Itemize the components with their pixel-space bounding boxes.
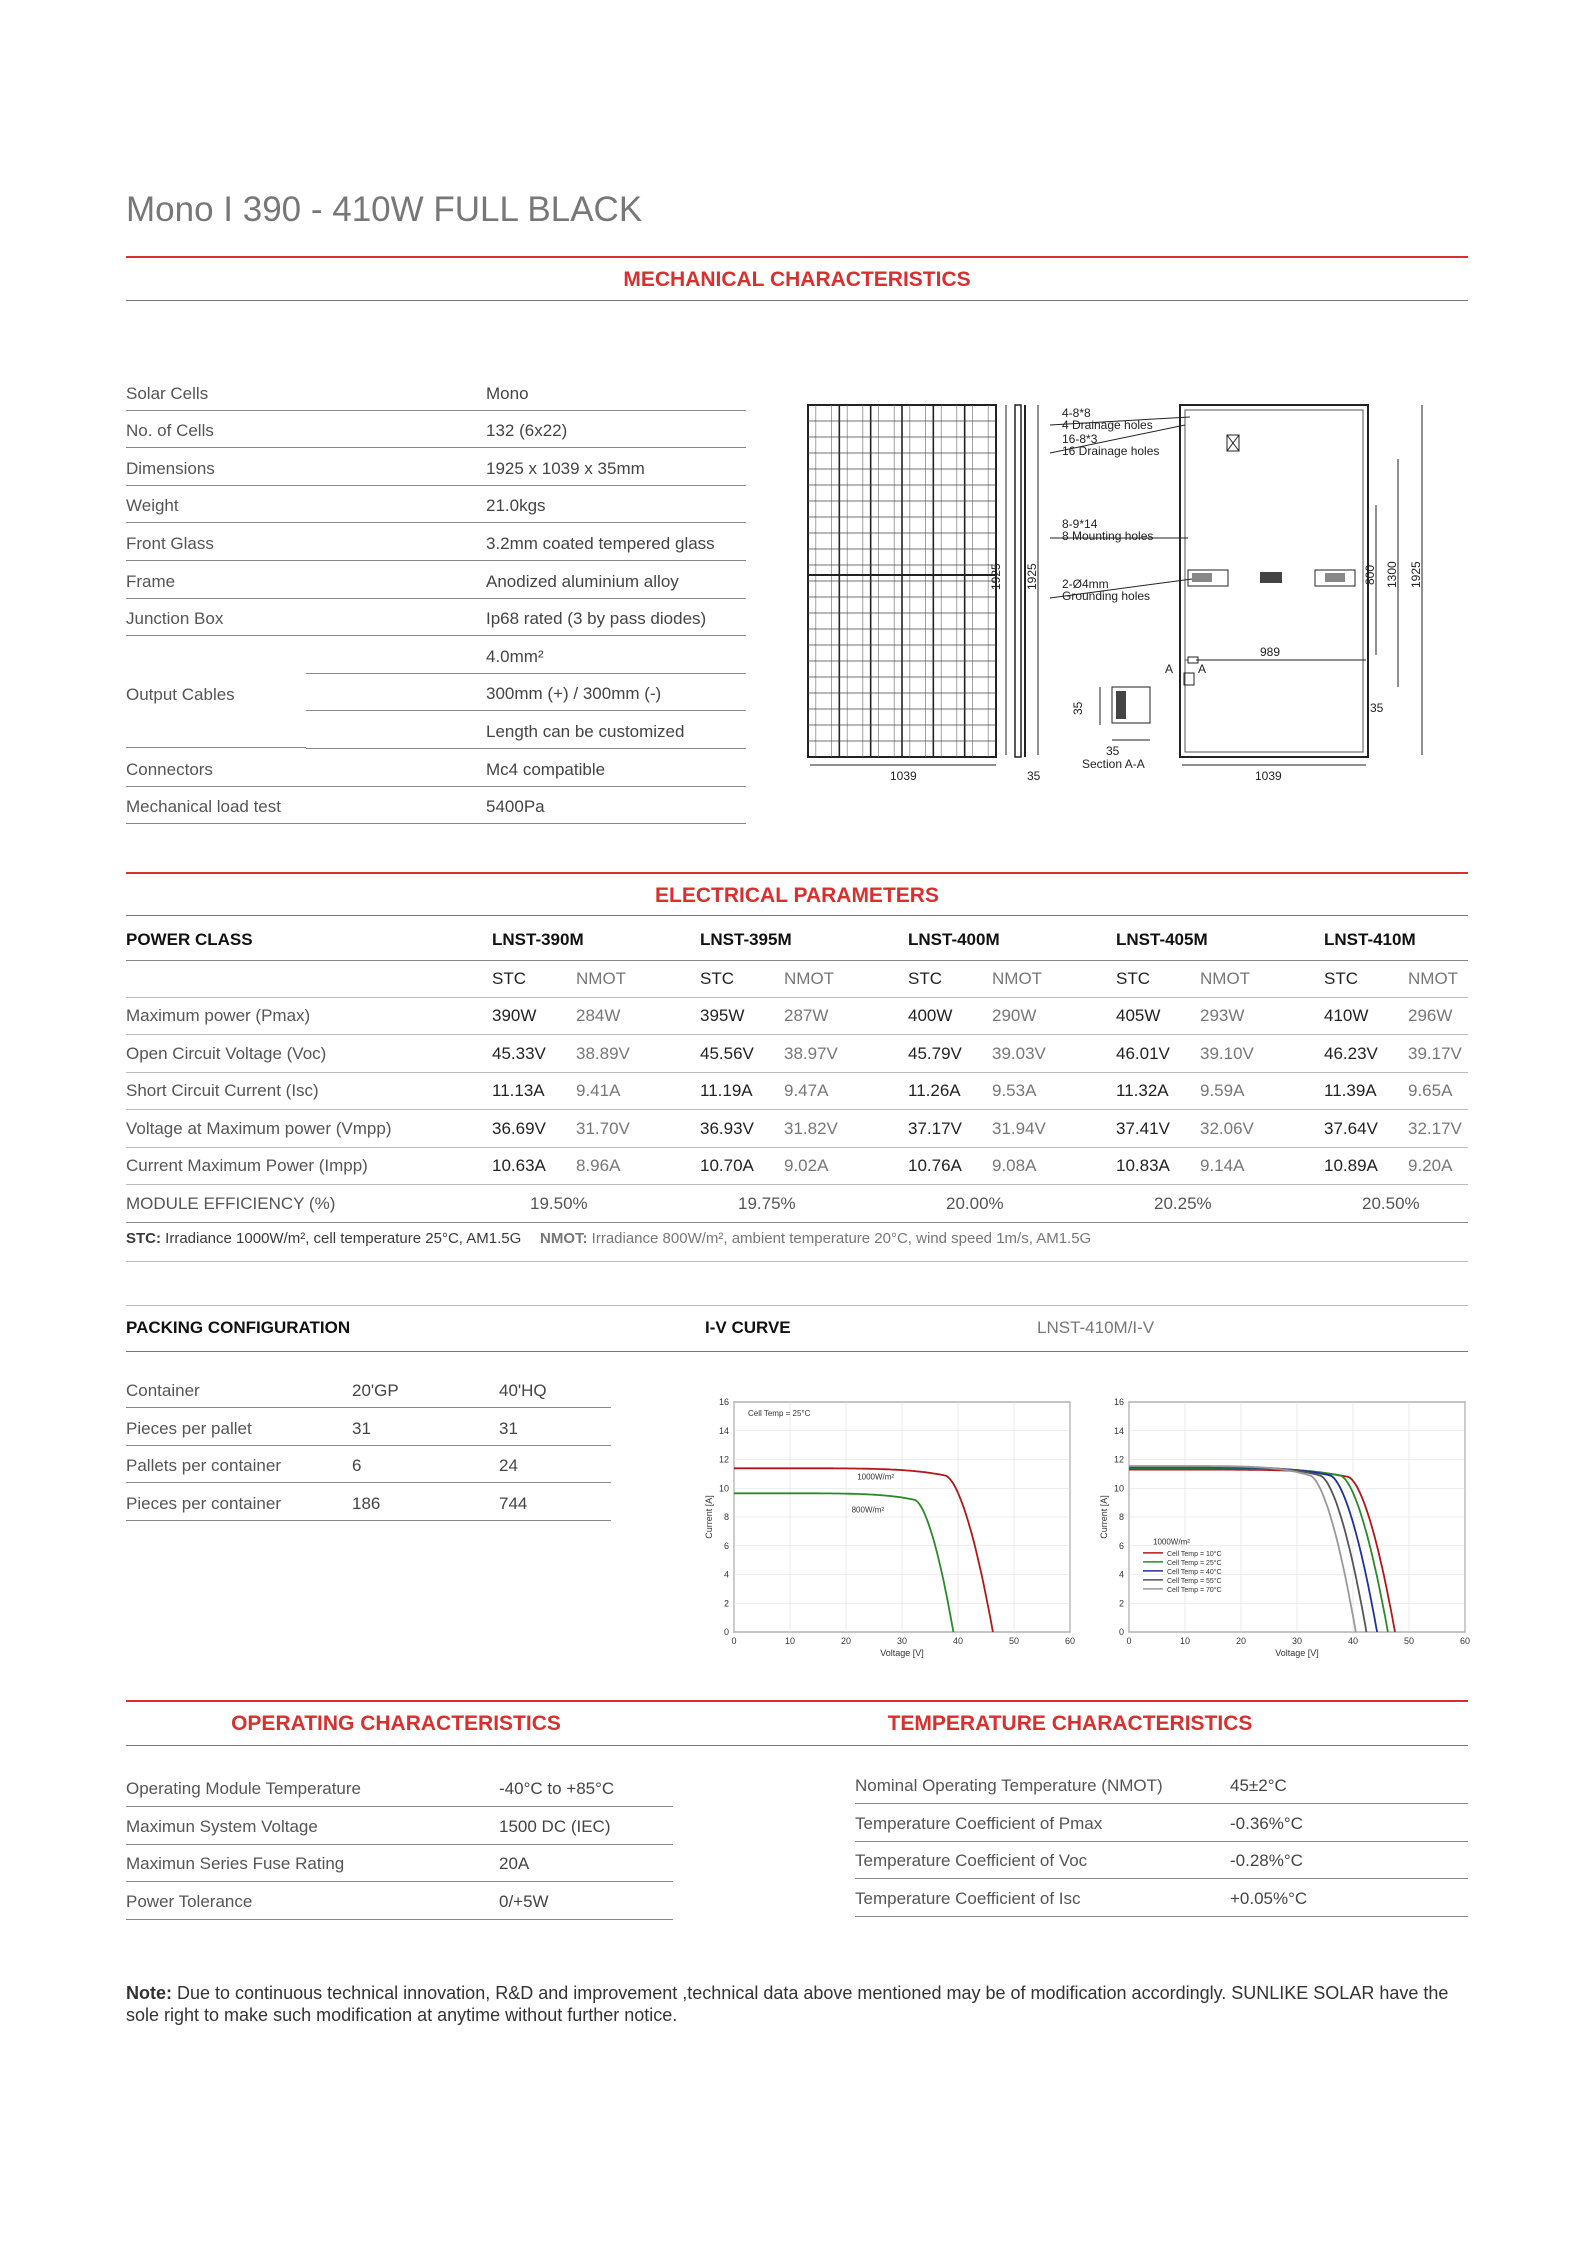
packing-label: Pieces per pallet <box>126 1418 252 1438</box>
temperature-value: 45±2°C <box>1230 1776 1287 1795</box>
packing-value-a: 186 <box>352 1493 381 1513</box>
operating-row <box>126 1770 673 1807</box>
y-tick-label: 16 <box>1113 1397 1124 1407</box>
output-cable-value: 300mm (+) / 300mm (-) <box>486 684 662 704</box>
model-header: LNST-410M <box>1324 930 1416 949</box>
front-width-label: 1039 <box>890 769 917 783</box>
ground-desc: Grounding holes <box>1062 589 1151 603</box>
mech-row <box>126 485 746 524</box>
nmot-value: 39.17V <box>1408 1043 1462 1063</box>
y-axis-label: Current [A] <box>1099 1495 1109 1539</box>
param-label: Voltage at Maximum power (Vmpp) <box>126 1118 392 1138</box>
efficiency-row <box>126 1185 1468 1223</box>
stc-value: 10.83A <box>1116 1156 1170 1176</box>
section-rule <box>126 1700 1468 1702</box>
y-tick-label: 10 <box>1113 1483 1124 1494</box>
packing-header-b: 40'HQ <box>499 1381 547 1400</box>
section-a-left: A <box>1165 662 1174 676</box>
stc-value: 45.79V <box>908 1043 962 1063</box>
x-tick-label: 60 <box>1459 1636 1471 1646</box>
x-tick-label: 40 <box>952 1636 964 1646</box>
dim-35-label: 35 <box>1370 701 1384 715</box>
operating-value: 20A <box>499 1854 530 1874</box>
section-rule <box>126 300 1468 301</box>
stc-value: 390W <box>492 1006 537 1025</box>
chart-annotation: Cell Temp = 25°C <box>748 1409 811 1418</box>
electrical-param-row <box>126 1147 1468 1185</box>
mount-label: 8-9*14 <box>1062 517 1098 531</box>
output-cable-row <box>306 635 746 674</box>
efficiency-value: 20.25% <box>1154 1194 1212 1213</box>
stc-value: 36.69V <box>492 1118 546 1138</box>
stc-nmot-row <box>126 960 1468 998</box>
mech-label: Front Glass <box>126 533 214 553</box>
nmot-value: 38.89V <box>576 1043 630 1063</box>
efficiency-value: 19.75% <box>738 1194 796 1213</box>
mech-label: Mechanical load test <box>126 797 281 817</box>
legend-label: Cell Temp = 55°C <box>1167 1577 1222 1585</box>
x-tick-label: 40 <box>1347 1636 1359 1646</box>
electrical-param-row <box>126 1110 1468 1148</box>
efficiency-label: MODULE EFFICIENCY (%) <box>126 1194 336 1213</box>
legend-label: Cell Temp = 70°C <box>1167 1586 1222 1594</box>
note-label: Note: <box>126 1983 172 2003</box>
y-tick-label: 0 <box>723 1627 729 1637</box>
x-tick-label: 50 <box>1403 1636 1415 1646</box>
mech-row <box>126 410 746 449</box>
mech-label: Dimensions <box>126 458 215 478</box>
temperature-row <box>855 1767 1468 1804</box>
nmot-value: 9.14A <box>1200 1156 1245 1176</box>
mech-value: 1925 x 1039 x 35mm <box>486 458 645 478</box>
nmot-value: 284W <box>576 1006 621 1025</box>
stc-value: 37.41V <box>1116 1118 1170 1138</box>
stc-header: STC <box>700 969 734 988</box>
mech-row <box>126 786 746 825</box>
stc-value: 400W <box>908 1006 953 1025</box>
y-tick-label: 0 <box>1118 1627 1124 1637</box>
mech-row <box>126 560 746 599</box>
iv-curve-title: I-V CURVE <box>705 1318 791 1337</box>
stc-header: STC <box>492 969 526 988</box>
section-rule <box>126 1351 1468 1352</box>
side-width-label: 35 <box>1027 769 1041 783</box>
series-label: 800W/m² <box>851 1505 885 1515</box>
packing-header-row <box>126 1370 611 1408</box>
dim-1925-label: 1925 <box>1409 561 1423 588</box>
x-tick-label: 10 <box>784 1636 796 1646</box>
temperature-title: TEMPERATURE CHARACTERISTICS <box>887 1712 1253 1735</box>
packing-value-b: 31 <box>499 1418 518 1438</box>
temperature-label: Nominal Operating Temperature (NMOT) <box>855 1776 1163 1795</box>
page-title: Mono I 390 - 410W FULL BLACK <box>126 190 643 229</box>
mount-desc: 8 Mounting holes <box>1062 529 1154 543</box>
y-tick-label: 6 <box>1118 1540 1124 1551</box>
x-tick-label: 0 <box>731 1636 737 1646</box>
back-view <box>1180 405 1368 757</box>
model-header: LNST-395M <box>700 930 792 949</box>
series-label: 1000W/m² <box>857 1472 895 1482</box>
x-tick-label: 20 <box>840 1636 852 1646</box>
mech-value: 132 (6x22) <box>486 421 568 441</box>
output-cable-row <box>306 710 746 749</box>
stc-value: 36.93V <box>700 1118 754 1138</box>
y-tick-label: 2 <box>723 1598 729 1609</box>
stc-value: 46.23V <box>1324 1043 1378 1063</box>
operating-value: 0/+5W <box>499 1891 549 1911</box>
y-tick-label: 14 <box>718 1425 729 1436</box>
stc-value: 10.70A <box>700 1156 754 1176</box>
operating-row <box>126 1845 673 1882</box>
mech-value: 21.0kgs <box>486 496 546 516</box>
nmot-value: 32.06V <box>1200 1118 1254 1138</box>
output-cable-value: Length can be customized <box>486 721 685 741</box>
stc-value: 405W <box>1116 1006 1161 1025</box>
temperature-label: Temperature Coefficient of Isc <box>855 1888 1081 1908</box>
section-label: Section A-A <box>1082 757 1145 771</box>
y-tick-label: 8 <box>1118 1512 1124 1522</box>
temperature-value: -0.28%°C <box>1230 1851 1303 1871</box>
legend-label: Cell Temp = 25°C <box>1167 1559 1222 1567</box>
note-text: Due to continuous technical innovation, R&D and improvement ,technical data above mentioned may be of modification accordingly. SUNLIKE SOLAR have the sole right to make such modification at anytime without further notice. <box>126 1983 1449 2025</box>
section-rule <box>126 256 1468 258</box>
stc-value: 11.39A <box>1324 1081 1377 1101</box>
iv-chart-temperature <box>1095 1390 1475 1660</box>
stc-value: 37.64V <box>1324 1118 1378 1138</box>
stc-header: STC <box>1324 969 1358 988</box>
packing-title: PACKING CONFIGURATION <box>126 1318 351 1337</box>
nmot-value: 9.02A <box>784 1156 829 1176</box>
mech-label: Junction Box <box>126 609 224 629</box>
electrical-title: ELECTRICAL PARAMETERS <box>655 884 939 907</box>
mech-value: Mono <box>486 383 529 403</box>
x-axis-label: Voltage [V] <box>880 1648 924 1658</box>
electrical-param-row <box>126 997 1468 1035</box>
temperature-value: +0.05%°C <box>1230 1888 1308 1908</box>
y-tick-label: 14 <box>1113 1425 1124 1436</box>
nmot-value: 9.41A <box>576 1081 621 1101</box>
nmot-value: 39.10V <box>1200 1043 1254 1063</box>
param-label: Current Maximum Power (Impp) <box>126 1156 368 1176</box>
stc-value: 11.19A <box>700 1081 753 1101</box>
front-height-label: 1925 <box>989 563 1003 590</box>
stc-note <box>126 1230 521 1247</box>
mech-row <box>126 447 746 486</box>
nmot-header: NMOT <box>992 969 1043 988</box>
x-tick-label: 30 <box>1291 1636 1303 1646</box>
section-rule <box>126 1745 1468 1746</box>
y-tick-label: 16 <box>718 1397 729 1407</box>
packing-label: Pieces per container <box>126 1493 281 1513</box>
temperature-row <box>855 1842 1468 1879</box>
operating-value: -40°C to +85°C <box>499 1779 615 1798</box>
nmot-value: 38.97V <box>784 1043 838 1063</box>
stc-value: 10.63A <box>492 1156 546 1176</box>
nmot-note-text: Irradiance 800W/m², ambient temperature 20°C, wind speed 1m/s, AM1.5G <box>587 1230 1092 1247</box>
stc-value: 410W <box>1324 1006 1369 1025</box>
nmot-value: 39.03V <box>992 1043 1046 1063</box>
operating-label: Operating Module Temperature <box>126 1779 361 1798</box>
iv-curve-subtitle: LNST-410M/I-V <box>1037 1318 1155 1337</box>
model-header: LNST-390M <box>492 930 584 949</box>
y-tick-label: 12 <box>718 1454 729 1465</box>
mech-label: Weight <box>126 496 179 516</box>
nmot-note <box>540 1230 1091 1247</box>
dim-800-label: 800 <box>1363 564 1377 585</box>
ground-label: 2-Ø4mm <box>1062 577 1109 591</box>
packing-label: Pallets per container <box>126 1456 281 1476</box>
operating-title: OPERATING CHARACTERISTICS <box>231 1712 561 1735</box>
drain1-desc: 4 Drainage holes <box>1062 418 1153 432</box>
module-drawing <box>800 395 1440 783</box>
x-axis-label: Voltage [V] <box>1275 1648 1319 1658</box>
section-rule <box>126 915 1468 916</box>
section-rule <box>126 872 1468 874</box>
stc-value: 37.17V <box>908 1118 962 1138</box>
temperature-row <box>855 1880 1468 1917</box>
mech-label: Connectors <box>126 759 213 779</box>
mech-value: Ip68 rated (3 by pass diodes) <box>486 609 707 629</box>
electrical-param-row <box>126 1072 1468 1110</box>
nmot-header: NMOT <box>1408 969 1459 988</box>
param-label: Maximum power (Pmax) <box>126 1006 311 1025</box>
mech-row <box>126 522 746 561</box>
y-tick-label: 10 <box>718 1483 729 1494</box>
nmot-header: NMOT <box>576 969 627 988</box>
efficiency-value: 20.00% <box>946 1194 1004 1213</box>
chart-annotation: 1000W/m² <box>1153 1537 1190 1547</box>
mech-row <box>126 372 746 411</box>
nmot-value: 9.47A <box>784 1081 829 1101</box>
x-tick-label: 10 <box>1179 1636 1191 1646</box>
power-class-row <box>126 920 1468 961</box>
x-tick-label: 20 <box>1235 1636 1247 1646</box>
mech-value: 5400Pa <box>486 797 545 817</box>
stc-header: STC <box>908 969 942 988</box>
section-rule <box>126 1261 1468 1262</box>
y-tick-label: 12 <box>1113 1454 1124 1465</box>
stc-value: 10.89A <box>1324 1156 1378 1176</box>
operating-value: 1500 DC (IEC) <box>499 1816 611 1836</box>
nmot-value: 31.94V <box>992 1118 1046 1138</box>
mech-value: Mc4 compatible <box>486 759 606 779</box>
drain1-label: 4-8*8 <box>1062 406 1091 420</box>
operating-label: Maximun System Voltage <box>126 1816 318 1836</box>
stc-value: 11.13A <box>492 1081 545 1101</box>
y-tick-label: 6 <box>723 1540 729 1551</box>
nmot-value: 31.70V <box>576 1118 630 1138</box>
section-rule <box>126 1305 1468 1306</box>
nmot-value: 290W <box>992 1006 1037 1025</box>
stc-note-text: Irradiance 1000W/m², cell temperature 25°C, AM1.5G <box>161 1230 522 1247</box>
efficiency-value: 20.50% <box>1362 1194 1420 1213</box>
footer-note <box>126 1982 1466 2026</box>
nmot-value: 9.08A <box>992 1156 1037 1176</box>
side-height-label: 1925 <box>1025 563 1039 590</box>
nmot-note-label: NMOT: <box>540 1230 588 1247</box>
x-tick-label: 60 <box>1064 1636 1076 1646</box>
mech-label: Solar Cells <box>126 383 209 403</box>
model-header: LNST-405M <box>1116 930 1208 949</box>
mech-label: No. of Cells <box>126 421 214 441</box>
y-tick-label: 2 <box>1118 1598 1124 1609</box>
packing-value-b: 24 <box>499 1456 518 1476</box>
nmot-value: 9.59A <box>1200 1081 1245 1101</box>
temperature-row <box>855 1805 1468 1842</box>
stc-header: STC <box>1116 969 1150 988</box>
y-tick-label: 8 <box>723 1512 729 1522</box>
mech-label: Frame <box>126 571 176 591</box>
mechanical-title: MECHANICAL CHARACTERISTICS <box>623 268 971 291</box>
packing-value-a: 31 <box>352 1418 371 1438</box>
temperature-label: Temperature Coefficient of Voc <box>855 1851 1088 1871</box>
nmot-value: 32.17V <box>1408 1118 1462 1138</box>
operating-label: Power Tolerance <box>126 1891 253 1911</box>
packing-value-b: 744 <box>499 1493 528 1513</box>
mech-value: Anodized aluminium alloy <box>486 571 679 591</box>
nmot-value: 296W <box>1408 1006 1453 1025</box>
drain2-label: 16-8*3 <box>1062 432 1098 446</box>
stc-value: 11.26A <box>908 1081 961 1101</box>
y-tick-label: 4 <box>1118 1569 1124 1580</box>
power-class-label: POWER CLASS <box>126 930 253 949</box>
stc-note-label: STC: <box>126 1230 161 1247</box>
nmot-value: 293W <box>1200 1006 1245 1025</box>
stc-value: 395W <box>700 1006 745 1025</box>
back-width-label: 1039 <box>1255 769 1282 783</box>
efficiency-value: 19.50% <box>530 1194 588 1213</box>
section-a-right: A <box>1198 662 1207 676</box>
output-cables-label: Output Cables <box>126 684 235 704</box>
packing-header-a: 20'GP <box>352 1381 399 1400</box>
mech-value: 3.2mm coated tempered glass <box>486 533 715 553</box>
legend-label: Cell Temp = 40°C <box>1167 1568 1222 1576</box>
x-tick-label: 30 <box>896 1636 908 1646</box>
param-label: Short Circuit Current (Isc) <box>126 1081 319 1101</box>
front-view <box>808 405 996 757</box>
stc-value: 46.01V <box>1116 1043 1170 1063</box>
operating-row <box>126 1808 673 1845</box>
electrical-param-row <box>126 1035 1468 1073</box>
dim-1300-label: 1300 <box>1385 561 1399 588</box>
drain2-desc: 16 Drainage holes <box>1062 444 1160 458</box>
x-tick-label: 50 <box>1008 1636 1020 1646</box>
nmot-header: NMOT <box>784 969 835 988</box>
packing-row <box>126 1445 611 1483</box>
stc-value: 10.76A <box>908 1156 962 1176</box>
section-35-bottom: 35 <box>1106 744 1120 758</box>
model-header: LNST-400M <box>908 930 1000 949</box>
temperature-value: -0.36%°C <box>1230 1813 1303 1833</box>
mech-row <box>126 598 746 637</box>
output-cable-row <box>306 673 746 712</box>
section-35-side: 35 <box>1071 701 1085 715</box>
nmot-value: 9.53A <box>992 1081 1037 1101</box>
stc-value: 45.33V <box>492 1043 546 1063</box>
legend-label: Cell Temp = 10°C <box>1167 1550 1222 1558</box>
nmot-header: NMOT <box>1200 969 1251 988</box>
operating-row <box>126 1883 673 1920</box>
param-label: Open Circuit Voltage (Voc) <box>126 1043 327 1063</box>
packing-value-a: 6 <box>352 1456 362 1476</box>
nmot-value: 8.96A <box>576 1156 621 1176</box>
iv-chart-irradiance <box>700 1390 1080 1660</box>
nmot-value: 9.20A <box>1408 1156 1453 1176</box>
output-cable-value: 4.0mm² <box>486 646 544 666</box>
back-inner-label: 989 <box>1260 645 1281 659</box>
stc-value: 45.56V <box>700 1043 754 1063</box>
y-tick-label: 4 <box>723 1569 729 1580</box>
nmot-value: 287W <box>784 1006 829 1025</box>
operating-label: Maximun Series Fuse Rating <box>126 1854 345 1874</box>
y-axis-label: Current [A] <box>704 1495 714 1539</box>
nmot-value: 9.65A <box>1408 1081 1453 1101</box>
packing-header-label: Container <box>126 1381 200 1400</box>
x-tick-label: 0 <box>1126 1636 1132 1646</box>
packing-row <box>126 1483 611 1521</box>
mech-row <box>126 748 746 787</box>
nmot-value: 31.82V <box>784 1118 838 1138</box>
temperature-label: Temperature Coefficient of Pmax <box>855 1813 1103 1833</box>
packing-row <box>126 1408 611 1446</box>
stc-value: 11.32A <box>1116 1081 1169 1101</box>
